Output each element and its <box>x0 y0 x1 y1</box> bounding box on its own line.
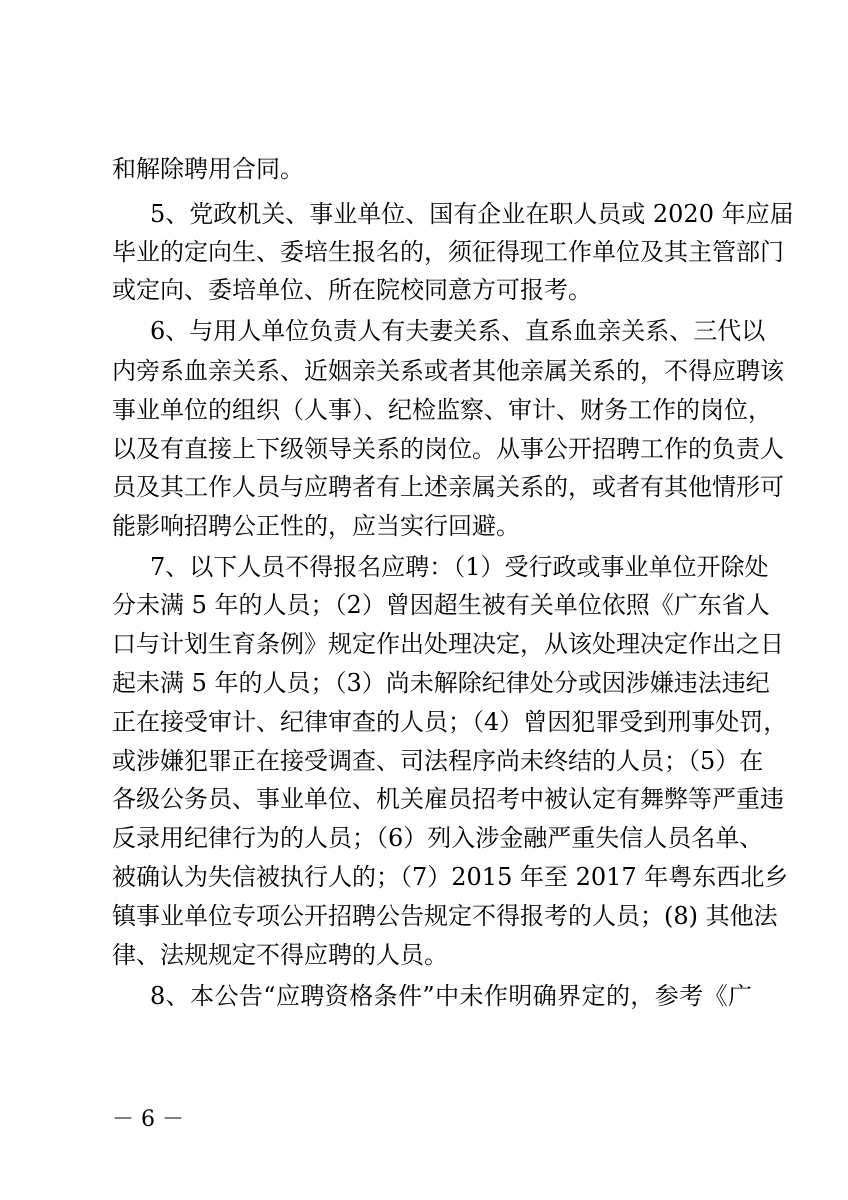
text-line: 口与计划生育条例》规定作出处理决定，从该处理决定作出之日 <box>112 630 784 658</box>
text-line: 能影响招聘公正性的，应当实行回避。 <box>112 512 520 540</box>
text-line: 7、以下人员不得报名应聘：（1）受行政或事业单位开除处 <box>150 553 769 581</box>
text-line: 或定向、委培单位、所在院校同意方可报考。 <box>112 276 592 304</box>
text-line: 各级公务员、事业单位、机关雇员招考中被认定有舞弊等严重违 <box>112 785 784 813</box>
text-line: 律、法规规定不得应聘的人员。 <box>112 941 448 969</box>
text-line: 被确认为失信被执行人的；（7）2015 年至 2017 年粤东西北乡 <box>112 863 789 891</box>
text-line: 毕业的定向生、委培生报名的，须征得现工作单位及其主管部门 <box>112 238 784 266</box>
text-line: 反录用纪律行为的人员；（6）列入涉金融严重失信人员名单、 <box>112 824 764 852</box>
text-line: 5、党政机关、事业单位、国有企业在职人员或 2020 年应届 <box>150 200 794 228</box>
text-line: 分未满 5 年的人员；（2）曾因超生被有关单位依照《广东省人 <box>112 591 770 619</box>
text-line: 正在接受审计、纪律审查的人员；（4）曾因犯罪受到刑事处罚， <box>112 708 788 736</box>
page-number: － 6 － <box>112 1107 184 1132</box>
text-line: 起未满 5 年的人员；（3）尚未解除纪律处分或因涉嫌违法违纪 <box>112 669 770 697</box>
text-line: 和解除聘用合同。 <box>112 155 304 183</box>
text-line: 镇事业单位专项公开招聘公告规定不得报考的人员；(8) 其他法 <box>112 902 778 930</box>
text-line: 8、本公告“应聘资格条件”中未作明确界定的，参考《广 <box>150 982 752 1010</box>
text-line: 6、与用人单位负责人有夫妻关系、直系血亲关系、三代以 <box>150 317 766 345</box>
text-line: 以及有直接上下级领导关系的岗位。从事公开招聘工作的负责人 <box>112 435 784 463</box>
text-line: 内旁系血亲关系、近姻亲关系或者其他亲属关系的，不得应聘该 <box>112 357 784 385</box>
text-line: 或涉嫌犯罪正在接受调查、司法程序尚未终结的人员；（5）在 <box>112 747 764 775</box>
text-line: 事业单位的组织（人事）、纪检监察、审计、财务工作的岗位， <box>112 396 772 424</box>
text-line: 员及其工作人员与应聘者有上述亲属关系的，或者有其他情形可 <box>112 473 784 501</box>
